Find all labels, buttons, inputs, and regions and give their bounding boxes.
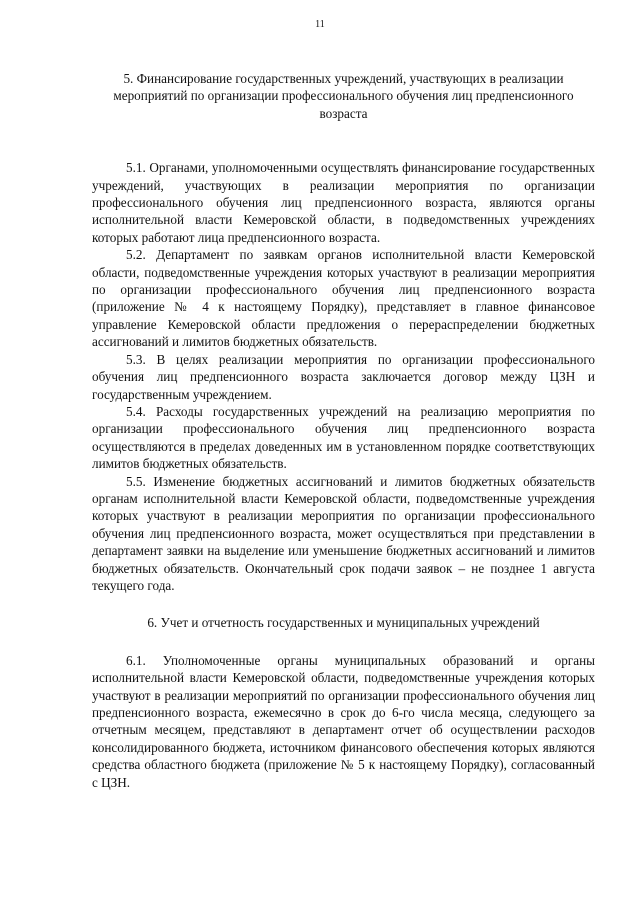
paragraph-6-1: 6.1. Уполномоченные органы муниципальных образований и органы исполнительной власти Кемеровской области, подведомственные учреждения которых участвуют в реализации мероприятий по организации профессионального обучения лиц предпенсионного возраста, ежемесячно в срок до 6-го числа месяца, следующего за отчетным месяцем, представляют в департамент отчет об осуществлении расходов консолидированного бюджета, источником финансового обеспечения которых являются средства областного бюджета (приложение № 5 к настоящему Порядку), согласованный с ЦЗН. bbox=[92, 652, 595, 790]
paragraph-5-4: 5.4. Расходы государственных учреждений на реализацию мероприятия по организации профессионального обучения лиц предпенсионного возраста осуществляются в пределах доведенных им в установленном порядке соответствующих лимитов бюджетных обязательств. bbox=[92, 403, 595, 472]
paragraph-5-2: 5.2. Департамент по заявкам органов исполнительной власти Кемеровской области, подведомственные учреждения которых участвуют в реализации мероприятия по организации профессионального обучения лиц предпенсионного возраста (приложение № 4 к настоящему Порядку), представляет в главное финансовое управление Кемеровской области предложения о перераспределении бюджетных ассигнований и лимитов бюджетных обязательств. bbox=[92, 247, 595, 350]
section-5-heading: 5. Финансирование государственных учреждений, участвующих в реализации мероприятий по организации профессионального обучения лиц предпенсионного возраста bbox=[113, 71, 574, 121]
paragraph-5-3: 5.3. В целях реализации мероприятия по организации профессионального обучения лиц предпенсионного возраста заключается договор между ЦЗН и государственным учреждением. bbox=[92, 351, 595, 402]
section-6-body bbox=[92, 652, 595, 791]
paragraph-5-5: 5.5. Изменение бюджетных ассигнований и лимитов бюджетных обязательств органам исполнительной власти Кемеровской области, подведомственные учреждения которых участвуют в реализации мероприятия по организации профессионального обучения лиц предпенсионного возраста, может осуществляться при представлении в департамент заявки на выделение или уменьшение бюджетных ассигнований и лимитов бюджетных обязательств. Окончательный срок подачи заявок – не позднее 1 августа текущего года. bbox=[92, 473, 595, 593]
page-number: 11 bbox=[315, 19, 325, 30]
section-6-heading: 6. Учет и отчетность государственных и муниципальных учреждений bbox=[147, 615, 540, 631]
document-body bbox=[92, 70, 595, 791]
paragraph-5-1: 5.1. Органами, уполномоченными осуществлять финансирование государственных учреждений, участвующих в реализации мероприятия по организации профессионального обучения лиц предпенсионного возраста, являются органы исполнительной власти Кемеровской области, в подведомственных учреждениях которых работают лица предпенсионного возраста. bbox=[92, 160, 595, 245]
section-5-body bbox=[92, 159, 595, 594]
